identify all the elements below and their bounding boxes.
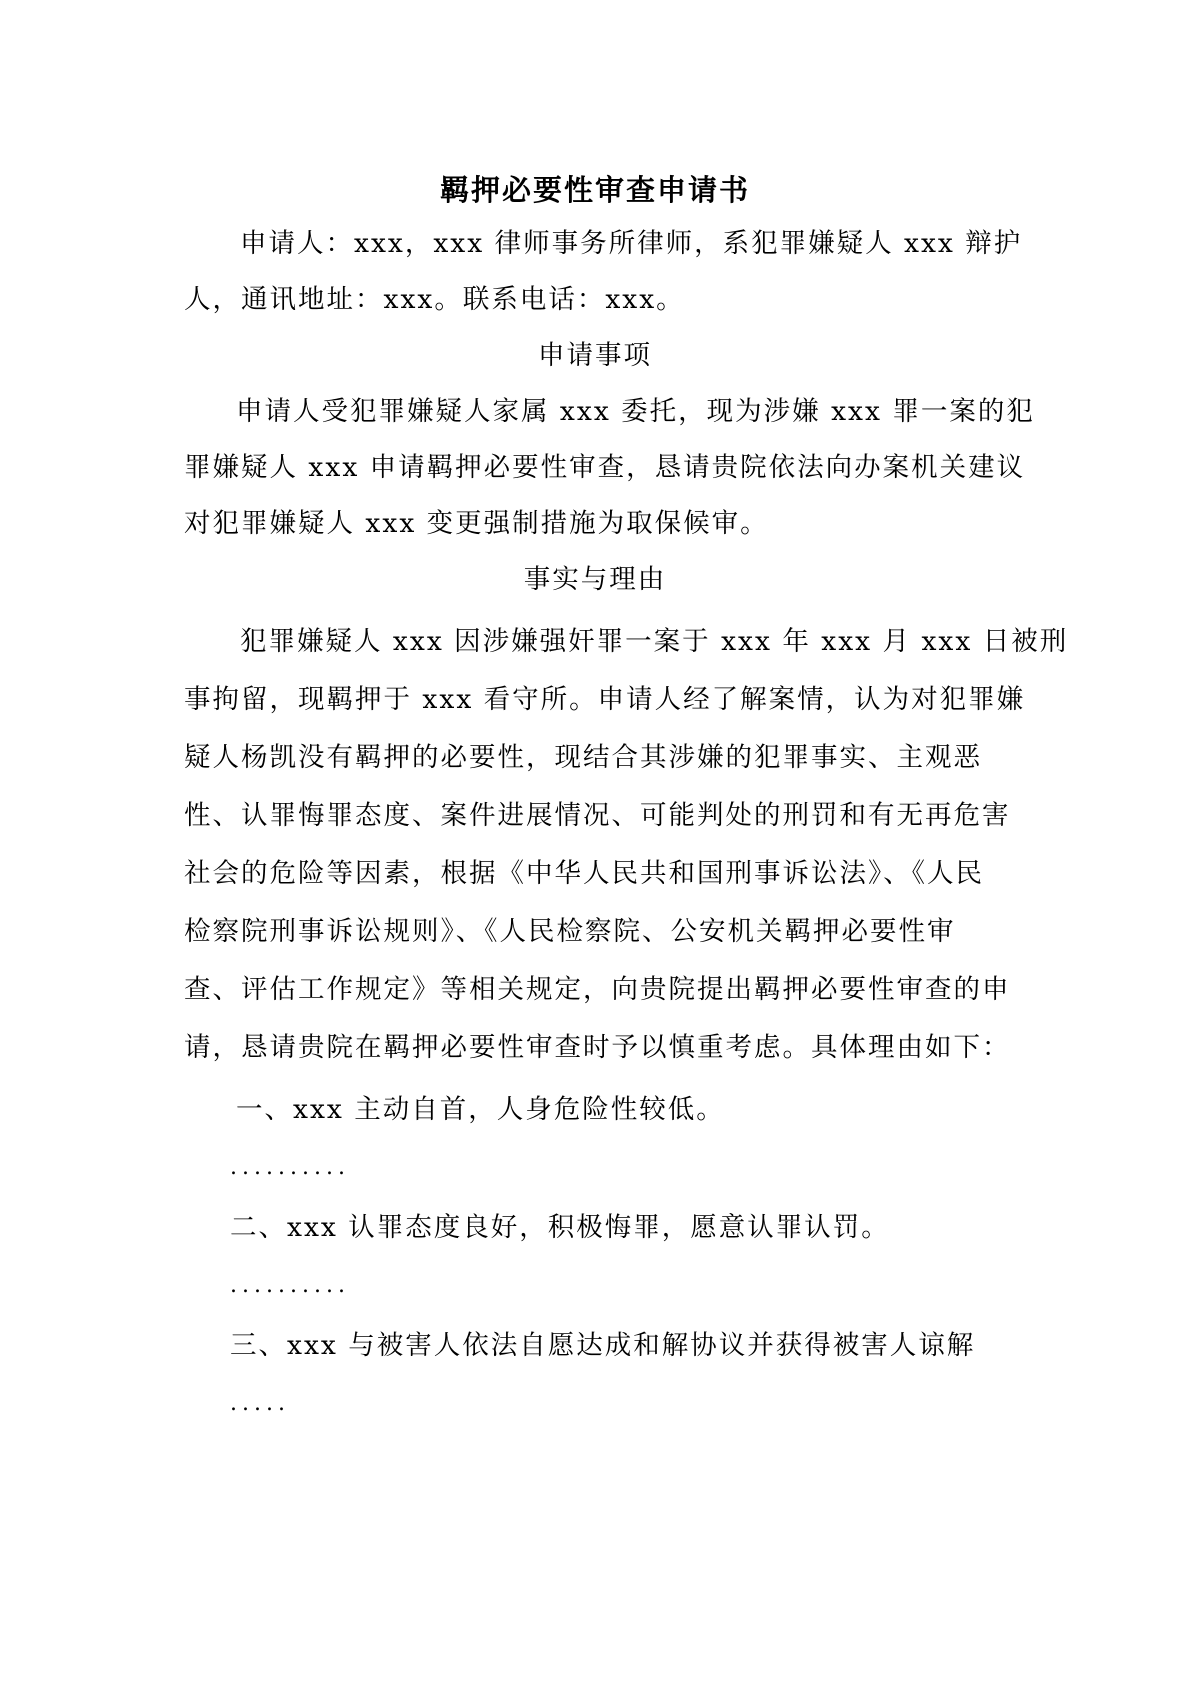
ellipsis-1: .......... (230, 1155, 350, 1180)
ellipsis-2: .......... (230, 1273, 350, 1298)
facts-line-8: 请，恳请贵院在羁押必要性审查时予以慎重考虑。具体理由如下： (184, 1032, 1011, 1063)
document-title: 羁押必要性审查申请书 (439, 173, 750, 207)
facts-line-6: 检察院刑事诉讼规则》、《人民检察院、公安机关羁押必要性审 (184, 916, 956, 947)
applicant-line-1: 申请人：xxx，xxx 律师事务所律师，系犯罪嫌疑人 xxx 辩护 (240, 228, 1023, 259)
ellipsis-3: ..... (230, 1391, 290, 1416)
facts-line-3: 疑人杨凯没有羁押的必要性，现结合其涉嫌的犯罪事实、主观恶 (184, 742, 982, 773)
facts-line-4: 性、认罪悔罪态度、案件进展情况、可能判处的刑罚和有无再危害 (184, 800, 1011, 831)
facts-line-5: 社会的危险等因素，根据《中华人民共和国刑事诉讼法》、《人民 (184, 858, 984, 889)
reason-item-2: 二、xxx 认罪态度良好，积极悔罪，愿意认罪认罚。 (230, 1212, 890, 1243)
request-line-1: 申请人受犯罪嫌疑人家属 xxx 委托，现为涉嫌 xxx 罪一案的犯 (236, 396, 1035, 427)
applicant-line-2: 人，通讯地址：xxx。联系电话：xxx。 (184, 284, 685, 315)
section-heading-request: 申请事项 (538, 340, 652, 371)
reason-item-3: 三、xxx 与被害人依法自愿达成和解协议并获得被害人谅解 (230, 1330, 976, 1361)
request-line-2: 罪嫌疑人 xxx 申请羁押必要性审查，恳请贵院依法向办案机关建议 (184, 452, 1026, 483)
facts-line-2: 事拘留，现羁押于 xxx 看守所。申请人经了解案情，认为对犯罪嫌 (184, 684, 1026, 715)
reason-item-1: 一、xxx 主动自首，人身危险性较低。 (236, 1094, 725, 1125)
section-heading-facts: 事实与理由 (523, 564, 667, 595)
facts-line-1: 犯罪嫌疑人 xxx 因涉嫌强奸罪一案于 xxx 年 xxx 月 xxx 日被刑 (240, 626, 1069, 657)
request-line-3: 对犯罪嫌疑人 xxx 变更强制措施为取保候审。 (184, 508, 769, 539)
facts-line-7: 查、评估工作规定》等相关规定，向贵院提出羁押必要性审查的申 (184, 974, 1011, 1005)
